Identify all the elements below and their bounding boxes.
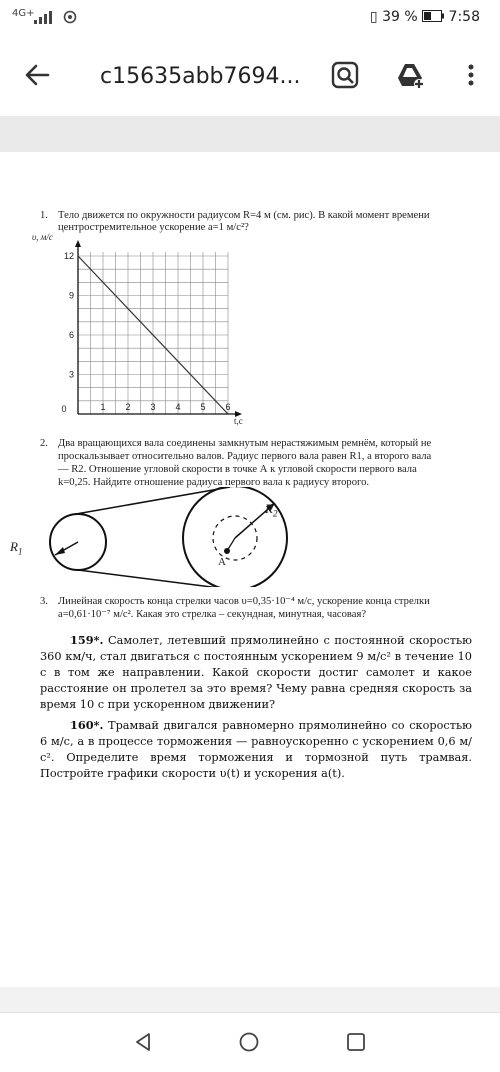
recents-square-icon[interactable] xyxy=(346,1032,366,1052)
y-tick-label: 12 xyxy=(63,251,74,261)
q2-text-line2: проскальзывает относительно валов. Радиус первого вала равен R1, а второго вала xyxy=(58,451,432,462)
x-tick-label: 4 xyxy=(175,402,181,412)
q3-text-line2: a=0,61·10⁻⁷ м/с². Какая это стрелка – секундная, минутная, часовая? xyxy=(58,609,367,620)
label-r1-sub: 1 xyxy=(17,546,23,557)
clock: 7:58 xyxy=(448,9,480,25)
y-axis-label: υ, м/с xyxy=(32,232,53,242)
q2-text-line1: Два вращающихся вала соединены замкнутым нерастяжимым ремнём, который не xyxy=(58,438,432,449)
q1-text-line2: центростремительное ускорение a=1 м/с²? xyxy=(58,222,249,233)
problem-159-number: 159*. xyxy=(70,633,104,647)
app-bar xyxy=(0,34,500,116)
label-r1 xyxy=(10,540,22,559)
more-vert-icon[interactable] xyxy=(456,60,486,90)
y-tick-label: 3 xyxy=(68,369,74,380)
x-tick-label: 2 xyxy=(125,402,131,412)
q3-text-line1: Линейная скорость конца стрелки часов υ=0,35·10⁻⁴ м/с, ускорение конца стрелки xyxy=(58,596,430,607)
belt-top xyxy=(76,487,230,514)
x-tick-label: 1 xyxy=(100,402,106,412)
network-indicator: 4G+ xyxy=(12,8,35,19)
y-tick-label: 9 xyxy=(68,290,74,301)
q1-text-line1: Тело движется по окружности радиусом R=4 м (см. рис). В какой момент времени xyxy=(58,210,430,221)
x-tick-label: 5 xyxy=(200,402,206,412)
x-axis-label: t,c xyxy=(234,416,243,426)
back-triangle-icon[interactable] xyxy=(132,1031,154,1053)
problem-160-text: Трамвай двигался равномерно прямолинейно со скоростью 6 м/с, а в процессе торможения — равноускоренно с ускорением 0,6 м/с². Определите время торможения и тормозной путь трамвая. Постройте графики скорости υ(t) и ускорения a(t). xyxy=(40,719,472,780)
vibrate-icon: ▯ xyxy=(369,9,378,25)
problem-159-text: Самолет, летевший прямолинейно с постоянной скоростью 360 км/ч, стал двигаться с постоянным ускорением 9 м/с² в течение 10 с в том же направлении. Какой скорости достиг самолет и какое расстояние он пролетел за это время? Чему равна средняя скорость за время 10 с при ускоренном движении? xyxy=(40,634,472,711)
label-r2-letter: R xyxy=(265,501,273,516)
q1-number: 1. xyxy=(40,210,48,221)
q3-number: 3. xyxy=(40,596,48,607)
status-right xyxy=(370,9,480,25)
point-a-dot xyxy=(224,548,230,554)
r1-arrowhead xyxy=(55,547,65,555)
viewer-background xyxy=(0,116,500,152)
battery-percent: 39 % xyxy=(382,9,418,25)
problem-159 xyxy=(40,632,472,713)
problem-160 xyxy=(40,717,472,782)
back-arrow-icon[interactable] xyxy=(22,60,52,90)
lens-search-icon[interactable] xyxy=(330,60,360,90)
q2-number: 2. xyxy=(40,438,48,449)
document-title: c15635abb7694... xyxy=(100,64,301,89)
x-tick-label: 0 xyxy=(61,404,67,414)
system-nav-bar xyxy=(0,1012,500,1072)
battery-icon xyxy=(422,10,444,22)
label-a: A xyxy=(218,556,226,568)
drive-add-icon[interactable] xyxy=(395,60,425,90)
status-bar xyxy=(0,0,500,34)
home-circle-icon[interactable] xyxy=(238,1031,260,1053)
signal-icon xyxy=(34,10,56,24)
q2-text-line4: k=0,25. Найдите отношение радиуса первого вала к радиусу второго. xyxy=(58,477,370,488)
label-r1-letter: R xyxy=(10,539,18,554)
document-page xyxy=(0,152,500,987)
label-r2-sub: 2 xyxy=(272,508,278,519)
x-tick-label: 3 xyxy=(150,402,156,412)
problem-160-number: 160*. xyxy=(70,718,104,732)
belt-drive-diagram xyxy=(30,487,290,587)
label-r2 xyxy=(265,502,277,521)
x-tick-label: 6 xyxy=(225,402,231,412)
q2-text-line3: — R2. Отношение угловой скорости в точке А к угловой скорости первого вала xyxy=(58,464,417,475)
settings-notification-icon xyxy=(62,9,78,25)
y-tick-label: 6 xyxy=(68,330,74,340)
y-axis-arrow xyxy=(75,240,81,247)
velocity-time-chart xyxy=(30,232,260,432)
